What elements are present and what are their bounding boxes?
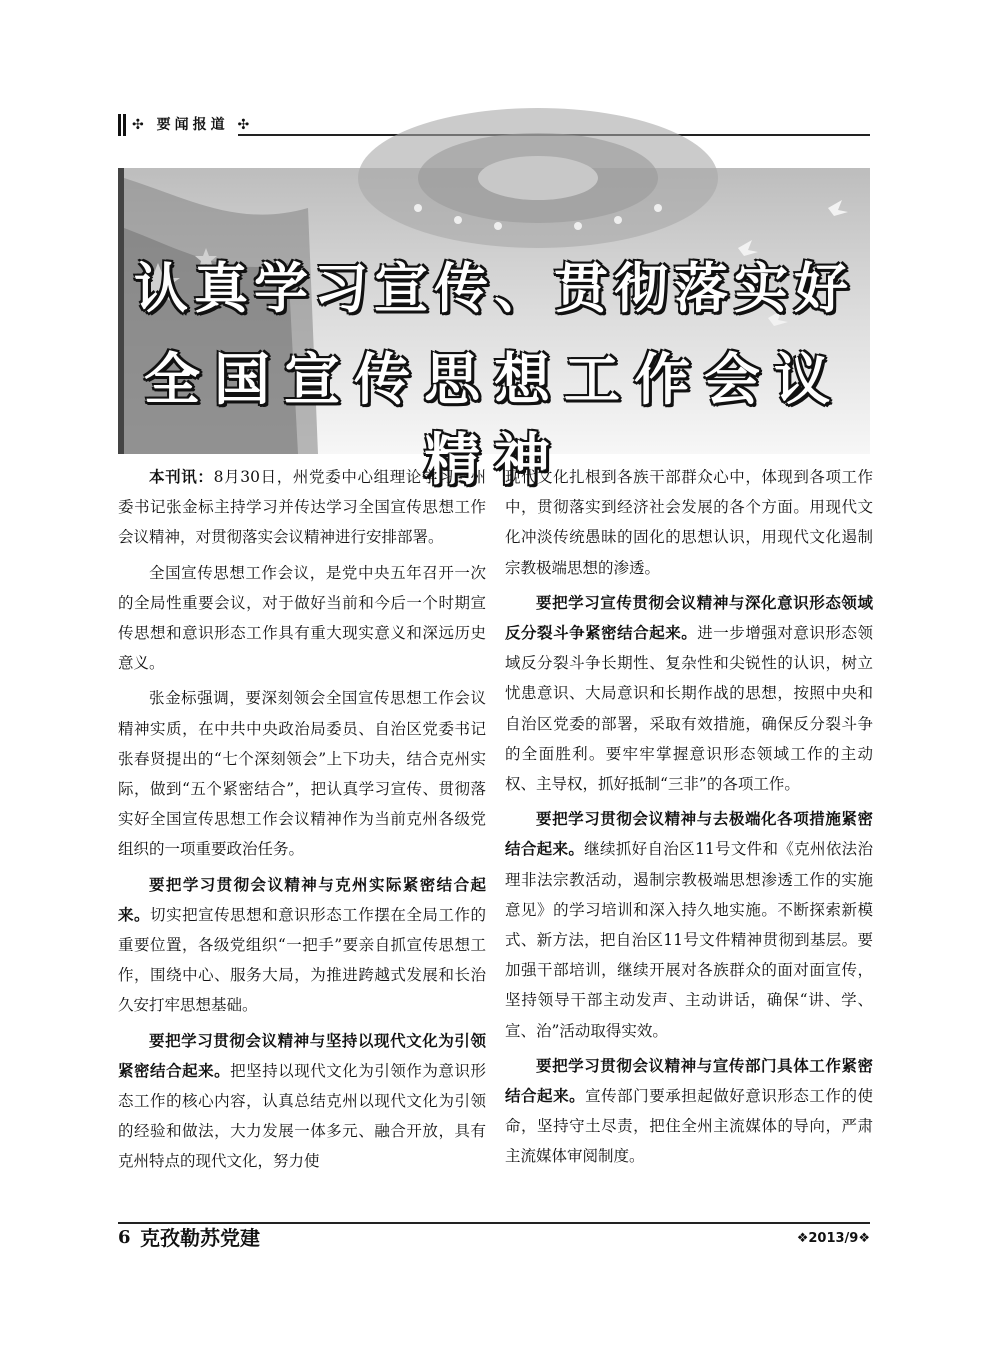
paragraph xyxy=(118,1026,486,1177)
paragraph-lead: 要把学习贯彻会议精神与去极端化各项措施紧密结合起来。 xyxy=(505,810,873,859)
page-footer xyxy=(118,1222,870,1252)
paragraph-lead: 要把学习贯彻会议精神与坚持以现代文化为引领紧密结合起来。 xyxy=(118,1031,486,1080)
paragraph-text: 张金标强调，要深刻领会全国宣传思想工作会议精神实质，在中共中央政治局委员、自治区党委书记张春贤提出的“七个深刻领会”上下功夫，结合克州实际，做到“五个紧密结合”，把认真学习宣传、贯彻落实好全国宣传思想工作会议精神作为当前克州各级党组织的一项重要政治任务。 xyxy=(118,689,486,859)
paragraph-text: 全国宣传思想工作会议，是党中央五年召开一次的全局性重要会议，对于做好当前和今后一个时期宣传思想和意识形态工作具有重大现实意义和深远历史意义。 xyxy=(118,563,486,673)
right-column xyxy=(505,462,873,1177)
banner-title-line-2: 全国宣传思想工作会议精神 xyxy=(144,347,844,493)
issue-number: ❖2013/9❖ xyxy=(796,1231,870,1246)
banner-title-line-1: 认真学习宣传、贯彻落实好 xyxy=(134,256,854,320)
paragraph xyxy=(505,804,873,1046)
paragraph xyxy=(505,1051,873,1172)
header-bars-icon xyxy=(118,114,128,136)
paragraph-text: 继续抓好自治区11号文件和《克州依法治理非法宗教活动，遏制宗教极端思想渗透工作的实施意见》的学习培训和深入持久地实施。不断探索新模式、新方法，把自治区11号文件精神贯彻到基层。要加强干部培训，继续开展对各族群众的面对面宣传，坚持领导干部主动发声、主动讲话，确保“讲、学、宣、治”活动取得实效。 xyxy=(505,840,873,1040)
paragraph-text: 进一步增强对意识形态领域反分裂斗争长期性、复杂性和尖锐性的认识，树立忧患意识、大局意识和长期作战的思想，按照中央和自治区党委的部署，采取有效措施，确保反分裂斗争的全面胜利。要牢牢掌握意识形态领域工作的主动权、主导权，抓好抵制“三非”的各项工作。 xyxy=(505,624,873,794)
paragraph-lead: 本刊讯： xyxy=(149,468,214,486)
paragraph xyxy=(118,462,486,553)
paragraph-lead: 要把学习贯彻会议精神与克州实际紧密结合起来。 xyxy=(118,875,486,924)
section-label: ✣ 要闻报道 ✣ xyxy=(132,117,254,133)
paragraph-text: 8月30日，州党委中心组理论学习，州委书记张金标主持学习并传达学习全国宣传思想工作会议精神，对贯彻落实会议精神进行安排部署。 xyxy=(118,468,486,547)
paragraph-lead: 要把学习贯彻会议精神与宣传部门具体工作紧密结合起来。 xyxy=(505,1056,873,1106)
left-column xyxy=(118,462,486,1182)
paragraph-text: 宣传部门要承担起做好意识形态工作的使命，坚持守土尽责，把住全州主流媒体的导向，严肃主流媒体审阅制度。 xyxy=(505,1087,873,1166)
paragraph xyxy=(505,588,873,799)
paragraph xyxy=(118,870,486,1021)
magazine-name: 克孜勒苏党建 xyxy=(140,1226,260,1250)
paragraph xyxy=(505,462,873,583)
paragraph-lead: 要把学习宣传贯彻会议精神与深化意识形态领域反分裂斗争紧密结合起来。 xyxy=(505,593,873,643)
paragraph xyxy=(118,558,486,679)
paragraph xyxy=(118,683,486,864)
footer-rule xyxy=(118,1222,870,1224)
paragraph-text: 切实把宣传思想和意识形态工作摆在全局工作的重要位置，各级党组织“一把手”要亲自抓宣传思想工作，围绕中心、服务大局，为推进跨越式发展和长治久安打牢思想基础。 xyxy=(118,905,486,1015)
paragraph-text: 现代文化扎根到各族干部群众心中，体现到各项工作中，贯彻落实到经济社会发展的各个方面。用现代文化冲淡传统愚昧的固化的思想认识，用现代文化遏制宗教极端思想的渗透。 xyxy=(505,468,873,577)
page-number: 6 xyxy=(118,1227,131,1248)
paragraph-text: 把坚持以现代文化为引领作为意识形态工作的核心内容，认真总结克州以现代文化为引领的经验和做法，大力发展一体多元、融合开放，具有克州特点的现代文化，努力使 xyxy=(118,1061,486,1171)
